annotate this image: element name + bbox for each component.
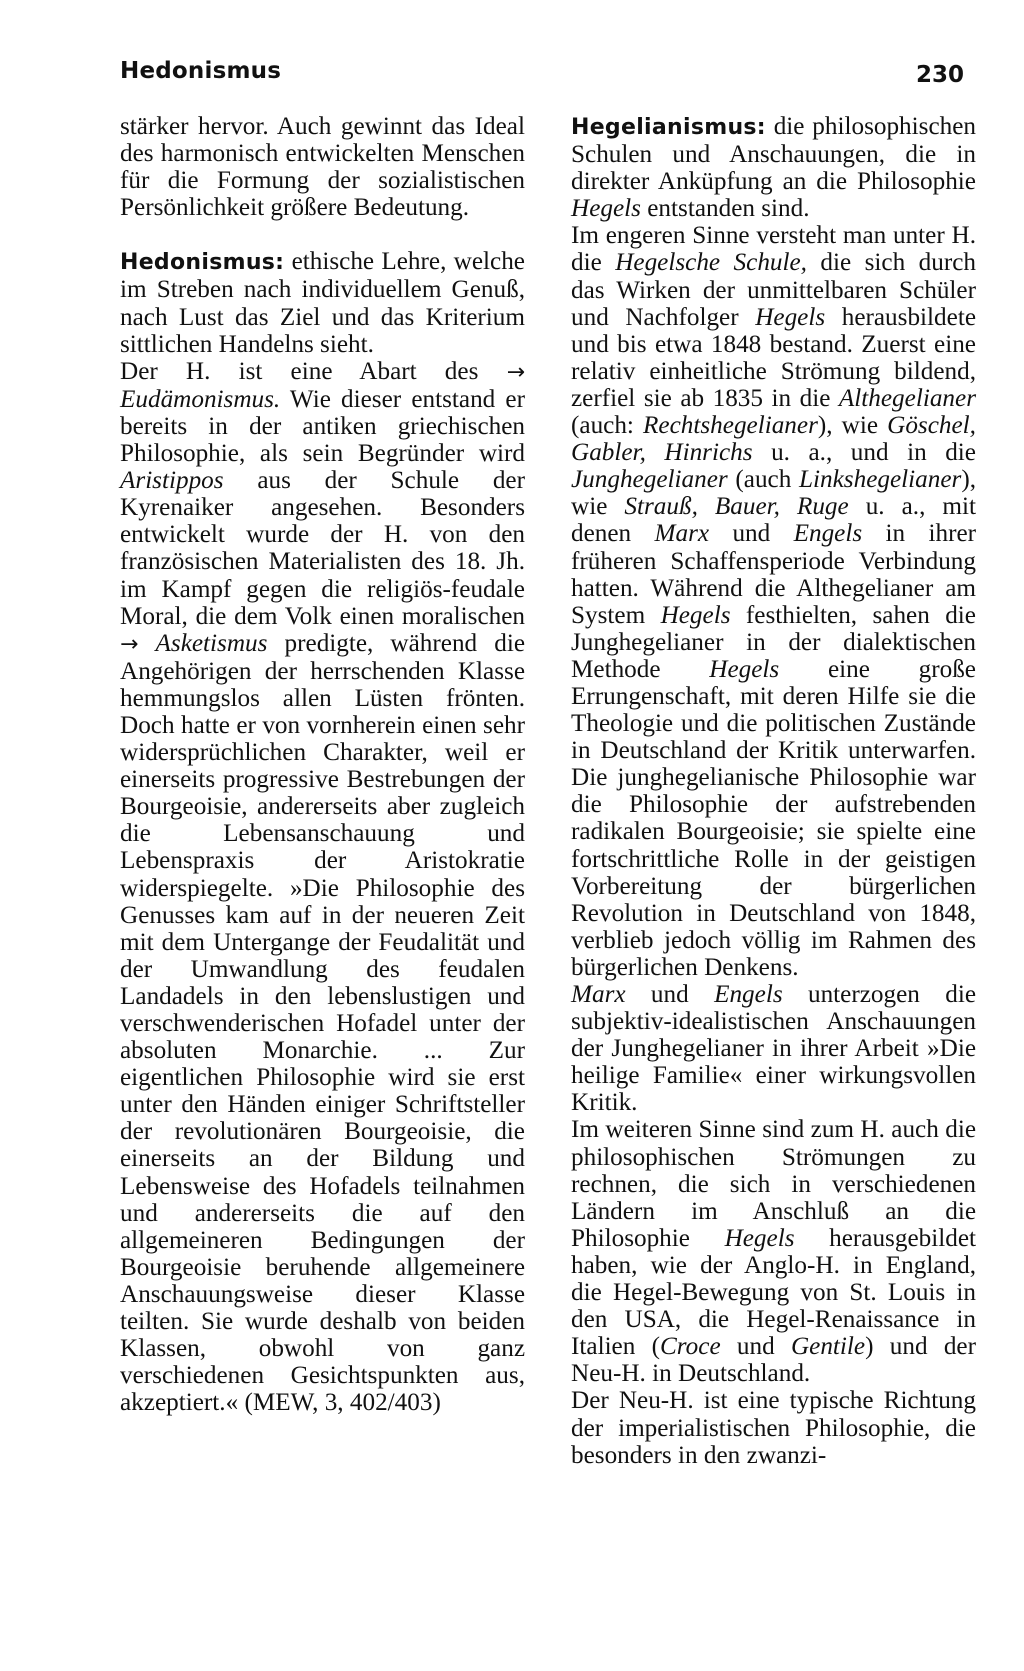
definition-text: entstanden sind. [640, 195, 810, 223]
body-text: unterzogen die subjektiv-idealistischen Anschauungen der Junghegelianer in ihrer Arbeit »Die heilige Familie« einer wirkungsvollen Kritik. [571, 981, 976, 1117]
body-text: Im engeren Sinne versteht man unter H. die [571, 222, 976, 277]
cross-reference-arrow-icon: → [506, 359, 525, 385]
italic-term: Hegels [724, 1224, 795, 1252]
italic-term: Hegelsche Schule, [615, 249, 807, 277]
entry-hedonismus-definition [120, 248, 525, 357]
italic-term: Strauß, Bauer, Ruge [624, 493, 849, 521]
body-text: u. a., und in die [752, 439, 976, 467]
name-hegels: Hegels [571, 195, 641, 223]
cross-reference-arrow-icon: → [120, 631, 139, 657]
left-column [120, 113, 525, 1416]
lemma-hegelianismus: Hegelianismus: [571, 115, 766, 140]
body-text: predigte, während die Angehörigen der herrschenden Klasse hemmungslos allen Lüsten frönten. Doch hatte er von vornherein einen sehr widersprüchlichen Charakter, weil er einerseits progressive Bestrebungen der Bourgeoisie, andererseits aber zugleich die Lebensanschauung und Lebenspraxis der Aristokratie widerspiegelte. »Die Philosophie des Genusses kam auf in der neueren Zeit mit dem Untergange der Feudalität und der Umwandlung des feudalen Landadels in den lebenslustigen und verschwenderischen Hofadel unter der absoluten Monarchie. ... Zur eigentlichen Philosophie wird sie erst unter den Händen einiger Schriftsteller der revolutionären Bourgeoisie, die einerseits an der Bildung und Lebensweise des Hofadels teilnahmen und andererseits die auf den allgemeineren Bedingungen der Bourgeoisie beruhende allgemeinere Anschauungsweise dieser Klasse teilten. Sie wurde deshalb von beiden Klassen, obwohl von ganz verschiedenen Gesichtspunkten aus, akzeptiert.« (MEW, 3, 402/403) [120, 629, 525, 1417]
continuation-paragraph: stärker hervor. Auch gewinnt das Ideal des harmonisch entwickelten Menschen für die Formung der sozialistischen Persönlichkeit größere Bedeutung. [120, 113, 525, 222]
body-text: ) und der Neu-H. in Deutschland. [571, 1333, 976, 1388]
italic-term: Göschel, Gabler, Hinrichs [571, 412, 976, 467]
entry-hegelianismus-definition [571, 113, 976, 222]
body-text: u. a., mit denen [571, 493, 976, 548]
page-number: 230 [915, 62, 964, 88]
italic-term: Althegelianer [838, 384, 976, 412]
body-text: ), wie [817, 412, 888, 440]
right-column [571, 113, 976, 1469]
body-text: und [709, 520, 794, 548]
definition-text: ethische Lehre, welche im Streben nach individuellem Genuß, nach Lust das Ziel und das Kriterium sittlichen Handelns sieht. [120, 248, 525, 358]
italic-term: Junghegelianer [571, 466, 728, 494]
italic-term: Marx [654, 520, 710, 548]
body-text: herausgebildet haben, wie der Anglo-H. in England, die Hegel-Bewegung von St. Louis in den USA, die Hegel-Renaissance in Italien ( [571, 1224, 976, 1361]
body-text: (auch: [571, 412, 644, 440]
italic-term: Hegels [709, 655, 780, 683]
italic-term: Hegels [755, 303, 826, 331]
body-text: Im weiteren Sinne sind zum H. auch die philosophischen Strömungen zu rechnen, die sich in verschiedenen Ländern im Anschluß an die Philosophie [571, 1116, 976, 1252]
body-text: Wie dieser entstand er bereits in der antiken griechischen Philosophie, als sein Begründer wird [120, 385, 525, 468]
body-text: herausbildete und bis etwa 1848 bestand. Zuerst eine relativ einheitliche Strömung bildend, zerfiel sie ab 1835 in die [571, 303, 976, 412]
body-text: aus der Schule der Kyrenaiker angesehen. Besonders entwickelt wurde der H. von den französischen Materialisten des 18. Jh. im Kampf gegen die religiös-feudale Moral, die dem Volk einen moralischen [120, 467, 525, 630]
italic-term: Marx [571, 981, 626, 1008]
entry-hegelianismus-narrow-sense [571, 222, 976, 981]
cross-reference-eudaemonismus: Eudämonismus. [120, 385, 281, 413]
cross-reference-asketismus: Asketismus [155, 629, 268, 657]
italic-term: Engels [793, 520, 863, 548]
italic-term: Rechtshegelianer [643, 412, 818, 440]
entry-hedonismus-body [120, 358, 525, 1417]
entry-hegelianismus-broad-sense [571, 1116, 976, 1387]
definition-text: die philosophischen Schulen und Anschauungen, die in direkter Anküpfung an die Philosophie [571, 113, 976, 196]
italic-term: Engels [714, 981, 783, 1008]
entry-hegelianismus-marx-engels [571, 981, 976, 1116]
italic-term: Gentile [790, 1333, 866, 1361]
body-text: Der H. ist eine Abart des [120, 357, 507, 385]
body-text: die sich durch das Wirken der unmittelbaren Schüler und Nachfolger [571, 249, 976, 331]
lemma-hedonismus: Hedonismus: [120, 250, 285, 276]
body-text: in ihrer früheren Schaffensperiode Verbindung hatten. Während die Althegelianer am System [571, 520, 977, 629]
body-text: (auch [727, 466, 800, 494]
italic-term: Linkshegelianer [799, 466, 962, 494]
body-text: und [625, 981, 715, 1008]
italic-term: Croce [660, 1333, 721, 1361]
body-text: eine große Errungenschaft, mit deren Hilfe sie die Theologie und die politischen Zustände in Deutschland der Kritik unterwarfen. Die junghegelianische Philosophie war die Philosophie der aufstrebenden radikalen Bourgeoisie; sie spielte eine fortschrittliche Rolle in der geistigen Vorbereitung der bürgerlichen Revolution in Deutschland von 1848, verblieb jedoch völlig im Rahmen des bürgerlichen Denkens. [571, 655, 976, 981]
body-text: und [720, 1333, 791, 1361]
body-text: festhielten, sahen die Junghegelianer in der dialektischen Methode [571, 601, 976, 683]
running-head: Hedonismus [120, 58, 282, 84]
italic-term: Hegels [660, 601, 731, 629]
body-text: ), wie [571, 466, 976, 521]
name-aristippos: Aristippos [120, 467, 224, 495]
entry-hegelianismus-neo-hegelianism: Der Neu-H. ist eine typische Richtung der imperialistischen Philosophie, die besonders in den zwanzi- [571, 1387, 976, 1469]
